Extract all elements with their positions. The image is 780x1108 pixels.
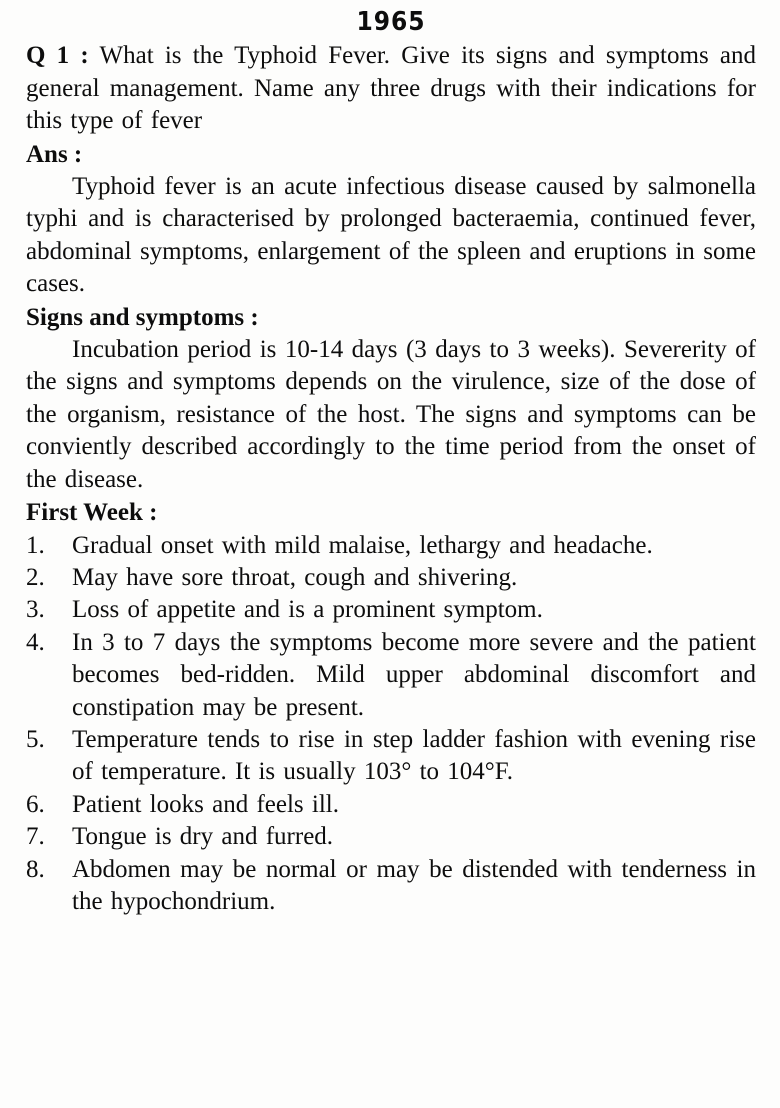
answer-intro-paragraph: Typhoid fever is an acute infectious disease caused by salmonella typhi and is characterised by prolonged bacteraemia, continued fever, abdominal symptoms, enlargement of the spleen and eruptions in some cases. xyxy=(26,173,756,298)
list-item-number: 7. xyxy=(26,823,45,851)
question-label: Q 1 : xyxy=(26,42,89,70)
signs-symptoms-heading: Signs and symptoms : xyxy=(26,303,259,331)
question-paragraph xyxy=(26,40,756,137)
list-item-number: 4. xyxy=(26,628,45,656)
first-week-heading: First Week : xyxy=(26,499,158,527)
signs-symptoms-paragraph: Incubation period is 10-14 days (3 days to 3 weeks). Severerity of the signs and symptoms depends on the virulence, size of the dose of the organism, resistance of the host. The signs and symptoms can be conviently described accordingly to the time period from the onset of the disease. xyxy=(26,336,756,493)
list-item-number: 5. xyxy=(26,725,45,753)
list-item-number: 1. xyxy=(26,531,45,559)
list-item xyxy=(26,562,756,594)
list-item xyxy=(26,724,756,789)
list-item-text: Temperature tends to rise in step ladder fashion with evening rise of temperature. It is usually 103° to 104°F. xyxy=(72,725,756,786)
list-item-number: 3. xyxy=(26,596,45,624)
list-item xyxy=(26,821,756,853)
list-item-text: May have sore throat, cough and shivering. xyxy=(72,563,518,591)
list-item-text: Abdomen may be normal or may be distended with tenderness in the hypochondrium. xyxy=(72,855,756,915)
page-title-year: 1965 xyxy=(356,7,426,37)
list-item-text: In 3 to 7 days the symptoms become more severe and the patient becomes bed-ridden. Mild upper abdominal discomfort and constipation may be present. xyxy=(72,628,756,721)
list-item-text: Patient looks and feels ill. xyxy=(72,790,339,818)
list-item-text: Gradual onset with mild malaise, lethargy and headache. xyxy=(72,531,653,559)
answer-label: Ans : xyxy=(26,140,83,168)
list-item-number: 2. xyxy=(26,563,45,591)
list-item xyxy=(26,854,756,919)
question-text: What is the Typhoid Fever. Give its signs and symptoms and general management. Name any three drugs with their indications for this type of fever xyxy=(26,42,756,135)
list-item-number: 8. xyxy=(26,855,45,883)
list-item-number: 6. xyxy=(26,790,45,818)
list-item-text: Loss of appetite and is a prominent symptom. xyxy=(72,596,543,624)
list-item xyxy=(26,627,756,724)
first-week-list xyxy=(26,530,756,919)
list-item xyxy=(26,789,756,821)
list-item xyxy=(26,594,756,626)
list-item-text: Tongue is dry and furred. xyxy=(72,823,334,851)
list-item xyxy=(26,530,756,562)
